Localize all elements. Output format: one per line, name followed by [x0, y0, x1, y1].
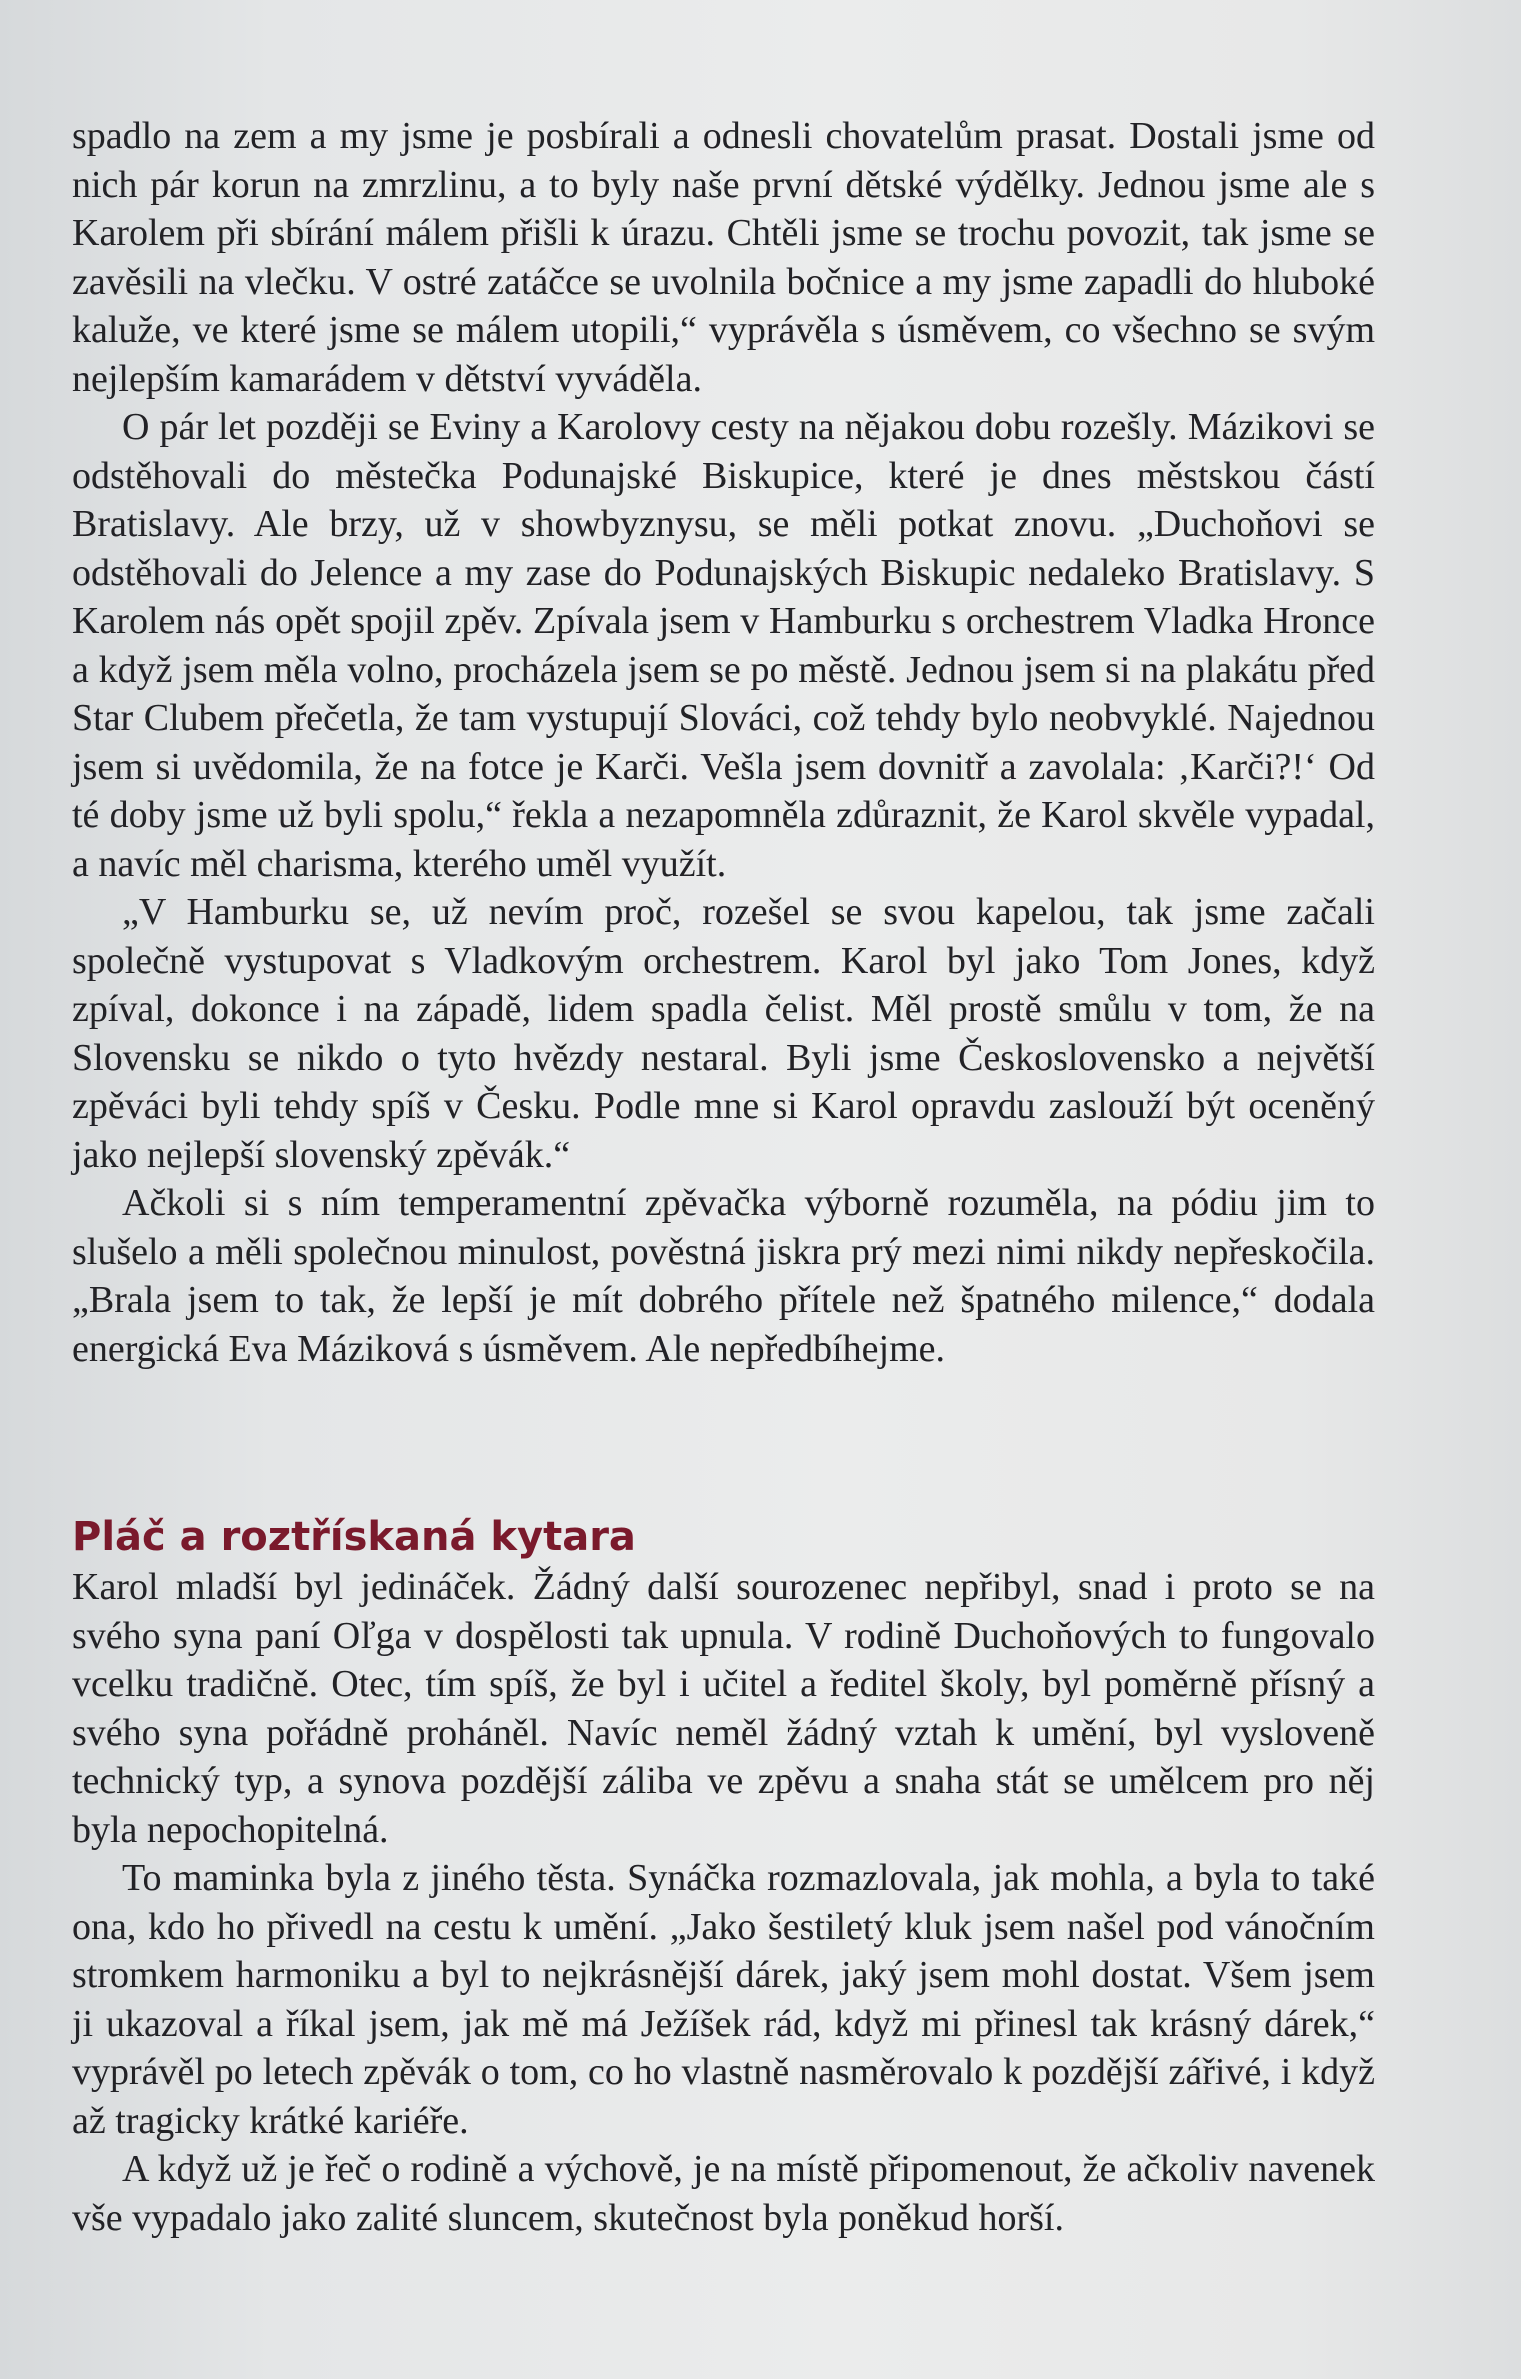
- paragraph-4: Ačkoli si s ním temperamentní zpěvačka výborně rozuměla, na pódiu jim to slušelo a měli společnou minulost, pověstná jiskra prý mezi nimi nikdy nepřeskočila. „Brala jsem to tak, že lepší je mít dobrého přítele než špatného milence,“ dodala energická Eva Máziková s úsměvem. Ale nepředbíhejme.: [72, 1182, 1375, 1370]
- paragraph-3: „V Hamburku se, už nevím proč, rozešel se svou kapelou, tak jsme začali společně vystupovat s Vladkovým orchestrem. Karol byl jako Tom Jones, když zpíval, dokonce i na západě, lidem spadla čelist. Měl prostě smůlu v tom, že na Slovensku se nikdo o tyto hvězdy nestaral. Byli jsme Československo a největší zpěváci byli tehdy spíš v Česku. Podle mne si Karol opravdu zaslouží být oceněný jako nejlepší slovenský zpěvák.“: [72, 891, 1375, 1176]
- paragraph-6: To maminka byla z jiného těsta. Synáčka rozmazlovala, jak mohla, a byla to také ona, kdo ho přivedl na cestu k umění. „Jako šestiletý kluk jsem našel pod vánočním stromkem harmoniku a byl to nejkrásnější dárek, jaký jsem mohl dostat. Všem jsem ji ukazoval a říkal jsem, jak mě má Ježíšek rád, když mi přinesl tak krásný dárek,“ vyprávěl po letech zpěvák o tom, co ho vlastně nasměrovalo k pozdější zářivé, i když až tragicky krátké kariéře.: [72, 1857, 1375, 2142]
- paragraph-5: Karol mladší byl jedináček. Žádný další sourozenec nepřibyl, snad i proto se na svého syna paní Oľga v dospělosti tak upnula. V rodině Duchoňových to fungovalo vcelku tradičně. Otec, tím spíš, že byl i učitel a ředitel školy, byl poměrně přísný a svého syna pořádně proháněl. Navíc neměl žádný vztah k umění, byl vysloveně technický typ, a synova pozdější záliba ve zpěvu a snaha stát se umělcem pro něj byla nepochopitelná.: [72, 1566, 1375, 1851]
- paragraph-7: A když už je řeč o rodině a výchově, je na místě připomenout, že ačkoliv navenek vše vypadalo jako zalité sluncem, skutečnost byla poněkud horší.: [72, 2148, 1375, 2239]
- paragraph-1: spadlo na zem a my jsme je posbírali a odnesli chovatelům prasat. Dostali jsme od nich pár korun na zmrzlinu, a to byly naše první dětské výdělky. Jednou jsme ale s Karolem při sbírání málem přišli k úrazu. Chtěli jsme se trochu povozit, tak jsme se zavěsili na vlečku. V ostré zatáčce se uvolnila bočnice a my jsme zapadli do hluboké kaluže, ve které jsme se málem utopili,“ vyprávěla s úsměvem, co všechno se svým nejlepším kamarádem v dětství vyváděla.: [72, 115, 1375, 400]
- section-1: [72, 112, 1375, 1373]
- paragraph-2: O pár let později se Eviny a Karolovy cesty na nějakou dobu rozešly. Mázikovi se odstěhovali do městečka Podunajské Biskupice, které je dnes městskou částí Bratislavy. Ale brzy, už v showbyznysu, se měli potkat znovu. „Duchoňovi se odstěhovali do Jelence a my zase do Podunajských Biskupic nedaleko Bratislavy. S Karolem nás opět spojil zpěv. Zpívala jsem v Hamburku s orchestrem Vladka Hronce a když jsem měla volno, procházela jsem se po městě. Jednou jsem si na plakátu před Star Clubem přečetla, že tam vystupují Slováci, což tehdy bylo neobvyklé. Najednou jsem si uvědomila, že na fotce je Karči. Vešla jsem dovnitř a zavolala: ‚Karči?!‘ Od té doby jsme už byli spolu,“ řekla a nezapomněla zdůraznit, že Karol skvěle vypadal, a navíc měl charisma, kterého uměl využít.: [72, 406, 1375, 885]
- section-heading: Pláč a roztřískaná kytara: [72, 1514, 636, 1560]
- section-2: [72, 1513, 1375, 2242]
